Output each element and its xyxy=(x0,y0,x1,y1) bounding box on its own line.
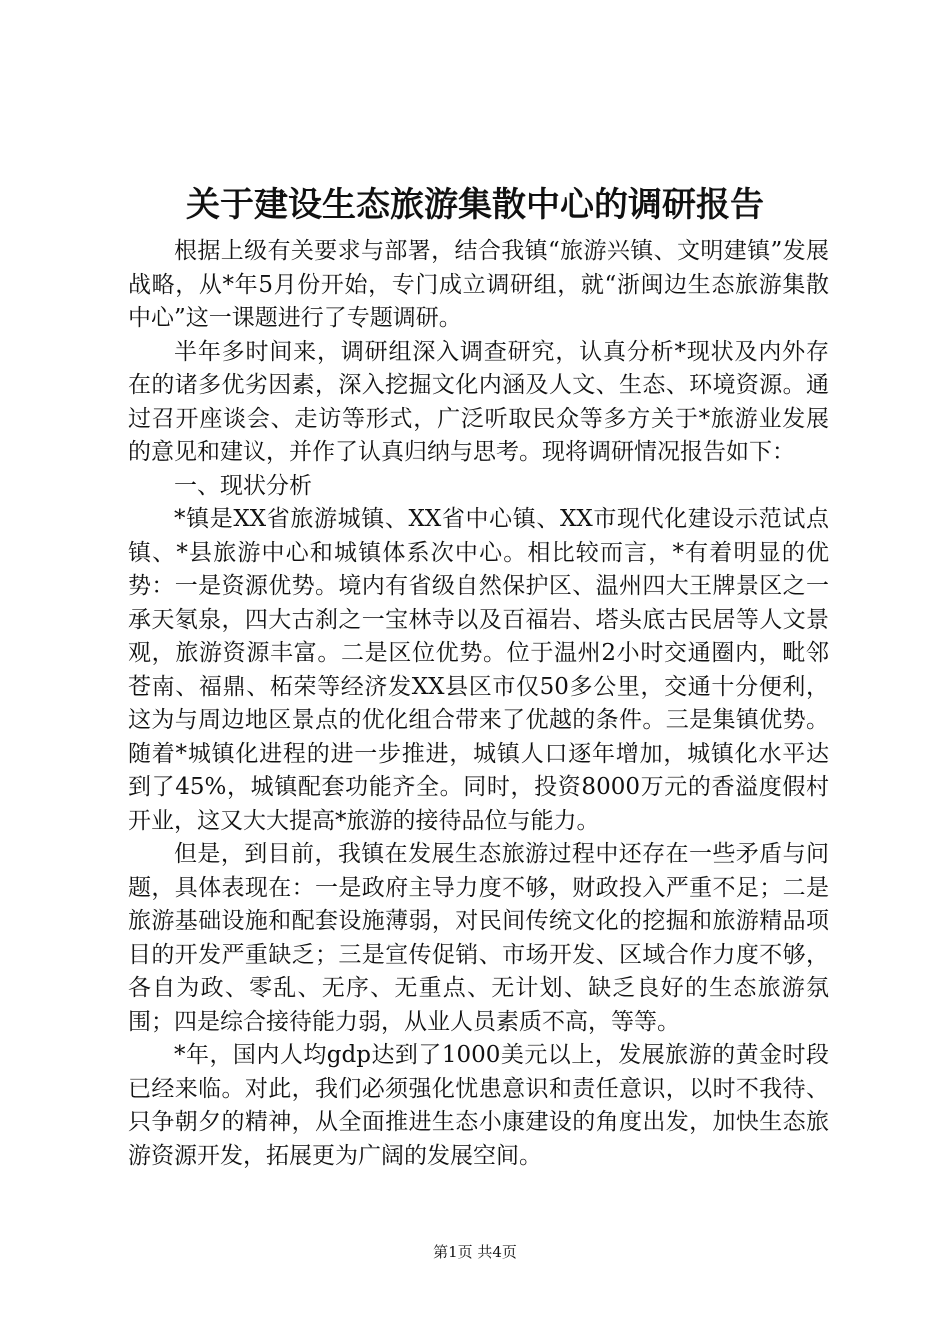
paragraph-problems: 但是，到目前，我镇在发展生态旅游过程中还存在一些矛盾与问题，具体表现在：一是政府主导力度不够，财政投入严重不足；二是旅游基础设施和配套设施薄弱，对民间传统文化的挖掘和旅游精品项目的开发严重缺乏；三是宣传促销、市场开发、区域合作力度不够，各自为政、零乱、无序、无重点、无计划、缺乏良好的生态旅游氛围；四是综合接待能力弱，从业人员素质不高，等等。 xyxy=(128,841,829,1035)
section-heading-status: 一、现状分析 xyxy=(174,472,312,499)
paragraph-opportunity: *年，国内人均gdp达到了1000美元以上，发展旅游的黄金时段已经来临。对此，我们必须强化忧患意识和责任意识，以时不我待、只争朝夕的精神，从全面推进生态小康建设的角度出发，加快生态旅游资源开发，拓展更为广阔的发展空间。 xyxy=(128,1042,829,1169)
document-title: 关于建设生态旅游集散中心的调研报告 xyxy=(186,185,764,225)
paragraph-intro: 根据上级有关要求与部署，结合我镇“旅游兴镇、文明建镇”发展战略，从*年5月份开始，专门成立调研组，就“浙闽边生态旅游集散中心”这一课题进行了专题调研。 xyxy=(128,238,829,331)
page-number-footer: 第1页 共4页 xyxy=(433,1243,517,1261)
document-body xyxy=(128,235,829,1173)
paragraph-advantages: *镇是XX省旅游城镇、XX省中心镇、XX市现代化建设示范试点镇、*县旅游中心和城镇体系次中心。相比较而言，*有着明显的优势：一是资源优势。境内有省级自然保护区、温州四大王牌景区之一承天氡泉，四大古刹之一宝林寺以及百福岩、塔头底古民居等人文景观，旅游资源丰富。二是区位优势。位于温州2小时交通圈内，毗邻苍南、福鼎、柘荣等经济发XX县区市仅50多公里，交通十分便利，这为与周边地区景点的优化组合带来了优越的条件。三是集镇优势。随着*城镇化进程的进一步推进，城镇人口逐年增加，城镇化水平达到了45%，城镇配套功能齐全。同时，投资8000万元的香溢度假村开业，这又大大提高*旅游的接待品位与能力。 xyxy=(128,506,830,834)
paragraph-research: 半年多时间来，调研组深入调查研究，认真分析*现状及内外存在的诸多优劣因素，深入挖掘文化内涵及人文、生态、环境资源。通过召开座谈会、走访等形式，广泛听取民众等多方关于*旅游业发展的意见和建议，并作了认真归纳与思考。现将调研情况报告如下： xyxy=(128,338,829,465)
